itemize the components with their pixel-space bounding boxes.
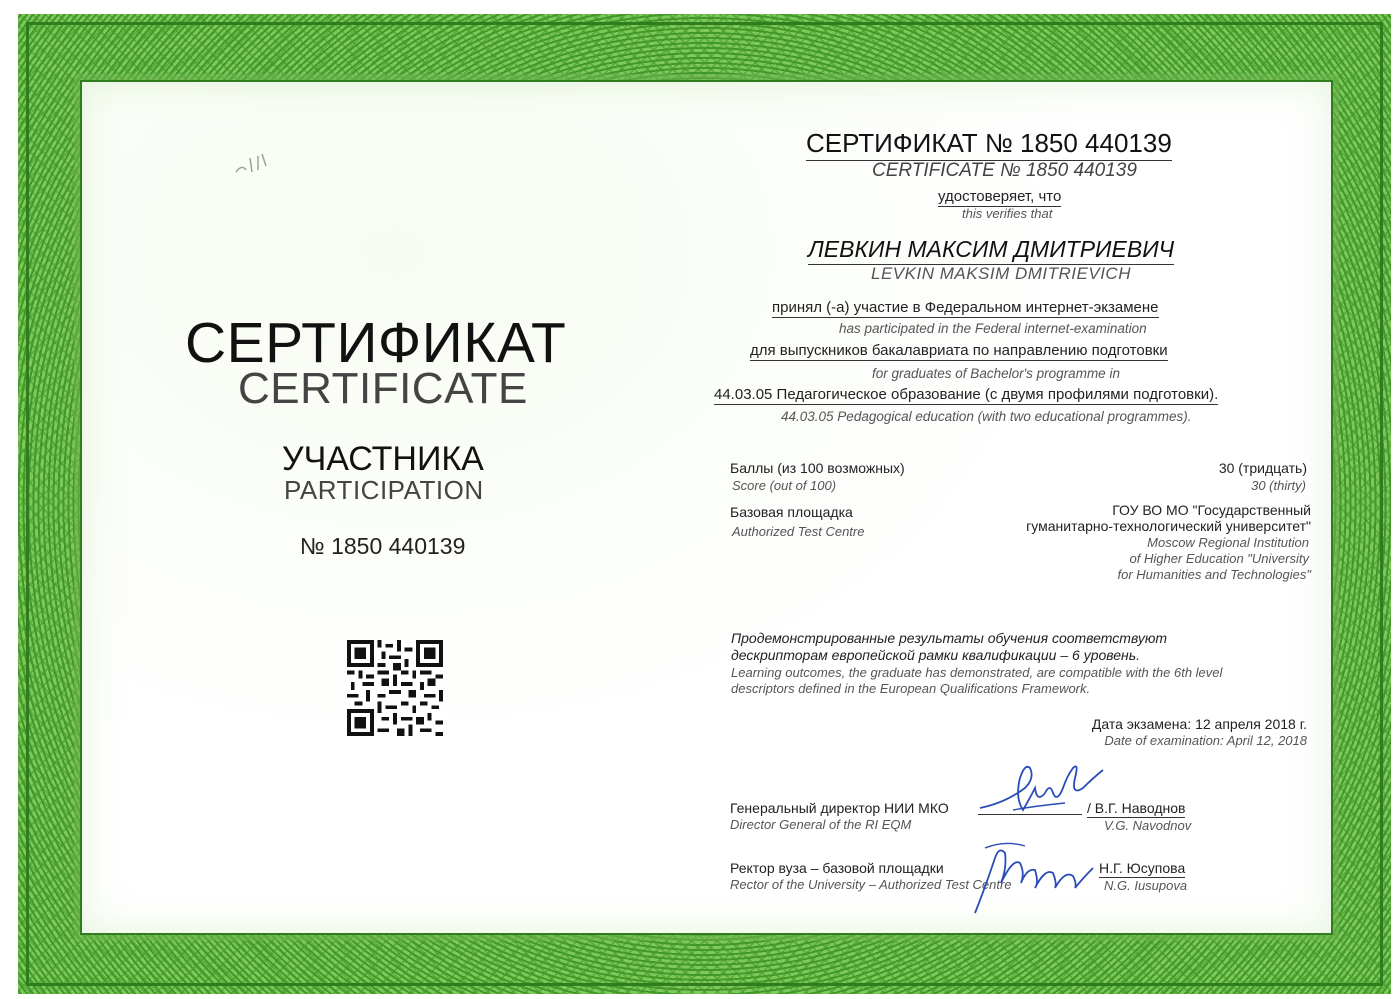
rector-name-en: N.G. Iusupova bbox=[1104, 878, 1188, 893]
exam-date-en: Date of examination: April 12, 2018 bbox=[1104, 733, 1307, 748]
director-signature-icon bbox=[975, 748, 1110, 828]
director-name-en: V.G. Navodnov bbox=[1104, 818, 1192, 833]
director-name-ru: / В.Г. Наводнов bbox=[1087, 800, 1186, 816]
director-title-en: Director General of the RI EQM bbox=[730, 817, 912, 832]
score-label-en: Score (out of 100) bbox=[732, 478, 837, 493]
certificate-title-en: CERTIFICATE bbox=[238, 364, 528, 413]
score-value-en: 30 (thirty) bbox=[1251, 478, 1306, 493]
participation-line2-ru: для выпускников бакалавриата по направлению подготовки bbox=[750, 342, 1168, 359]
rector-title-ru: Ректор вуза – базовой площадки bbox=[730, 860, 944, 876]
holder-name-ru: ЛЕВКИН МАКСИМ ДМИТРИЕВИЧ bbox=[808, 236, 1174, 265]
holder-name-en: LEVKIN MAKSIM DMITRIEVICH bbox=[871, 264, 1131, 283]
outcomes-text-en-1: Learning outcomes, the graduate has demonstrated, are compatible with the 6th level bbox=[731, 665, 1223, 680]
score-label-ru: Баллы (из 100 возможных) bbox=[730, 460, 905, 476]
participation-line2-en: for graduates of Bachelor's programme in bbox=[872, 366, 1120, 381]
programme-line-ru: 44.03.05 Педагогическое образование (с двумя профилями подготовки). bbox=[714, 386, 1219, 403]
test-centre-label-en: Authorized Test Centre bbox=[732, 524, 865, 539]
programme-line-en: 44.03.05 Pedagogical education (with two educational programmes). bbox=[781, 409, 1192, 424]
qr-code-icon bbox=[347, 640, 443, 736]
rector-signature-icon bbox=[965, 828, 1100, 920]
test-centre-name-ru-1: ГОУ ВО МО "Государственный bbox=[1112, 502, 1311, 518]
verifies-text-ru: удостоверяет, что bbox=[938, 188, 1062, 205]
outcomes-text-en-2: descriptors defined in the European Qualifications Framework. bbox=[731, 681, 1091, 696]
director-title-ru: Генеральный директор НИИ МКО bbox=[730, 800, 949, 816]
participation-title-en: PARTICIPATION bbox=[284, 475, 484, 505]
verifies-text-en: this verifies that bbox=[962, 206, 1053, 221]
participation-line1-ru: принял (-а) участие в Федеральном интернет-экзамене bbox=[772, 299, 1159, 316]
header-title-en: CERTIFICATE № 1850 440139 bbox=[872, 160, 1137, 181]
exam-date-ru: Дата экзамена: 12 апреля 2018 г. bbox=[1091, 716, 1307, 732]
header-title-ru: СЕРТИФИКАТ № 1850 440139 bbox=[806, 128, 1172, 161]
test-centre-label-ru: Базовая площадка bbox=[730, 504, 853, 520]
participation-line1-en: has participated in the Federal internet-examination bbox=[839, 321, 1147, 336]
certificate-number: № 1850 440139 bbox=[300, 533, 466, 559]
participation-title-ru: УЧАСТНИКА bbox=[282, 440, 484, 478]
outcomes-text-ru-2: дескрипторам европейской рамки квалификации – 6 уровень. bbox=[731, 647, 1141, 663]
score-value-ru: 30 (тридцать) bbox=[1218, 460, 1307, 476]
test-centre-name-ru-2: гуманитарно-технологический университет" bbox=[1026, 518, 1311, 534]
test-centre-name-en-3: for Humanities and Technologies" bbox=[1117, 567, 1311, 582]
rector-title-en: Rector of the University – Authorized Test Centre bbox=[730, 877, 1012, 892]
outcomes-text-ru-1: Продемонстрированные результаты обучения соответствуют bbox=[731, 630, 1168, 646]
test-centre-name-en-2: of Higher Education "University bbox=[1129, 551, 1309, 566]
smudge-mark-icon bbox=[228, 150, 278, 180]
certificate-title-ru: СЕРТИФИКАТ bbox=[185, 311, 567, 375]
rector-name-ru: Н.Г. Юсупова bbox=[1099, 860, 1186, 876]
test-centre-name-en-1: Moscow Regional Institution bbox=[1147, 535, 1309, 550]
